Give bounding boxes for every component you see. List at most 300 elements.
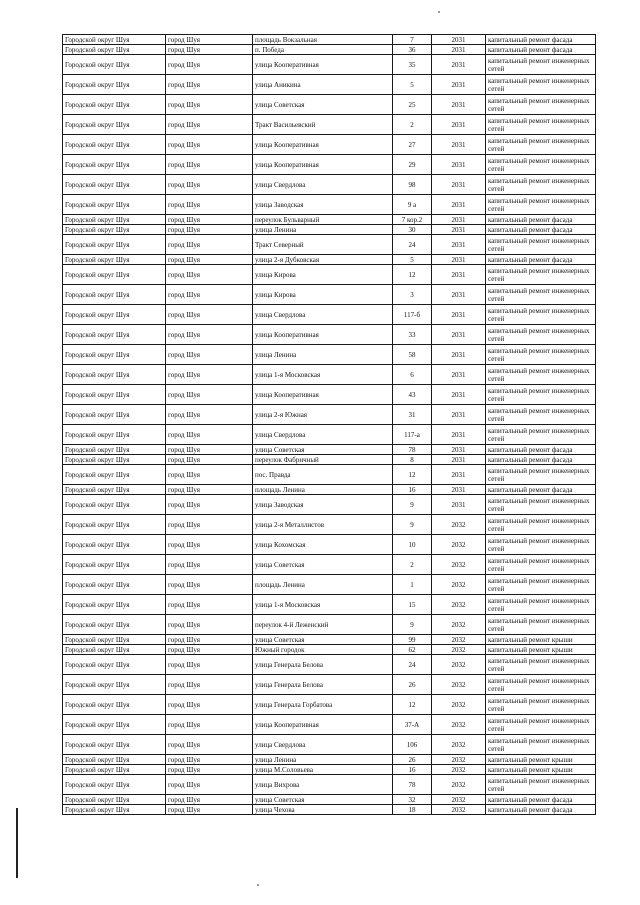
repair-schedule-table — [62, 34, 596, 815]
year-cell: 2032 — [432, 755, 486, 765]
locality-cell: город Шуя — [166, 805, 253, 815]
municipality-cell: Городской округ Шуя — [63, 775, 166, 795]
year-cell: 2031 — [432, 235, 486, 255]
year-cell: 2031 — [432, 495, 486, 515]
repair-type-cell: капитальный ремонт инженерных сетей — [486, 775, 596, 795]
municipality-cell: Городской округ Шуя — [63, 455, 166, 465]
house-number-cell: 2 — [393, 555, 432, 575]
repair-type-cell: капитальный ремонт крыши — [486, 635, 596, 645]
year-cell: 2032 — [432, 775, 486, 795]
house-number-cell: 78 — [393, 445, 432, 455]
house-number-cell: 27 — [393, 135, 432, 155]
locality-cell: город Шуя — [166, 265, 253, 285]
year-cell: 2031 — [432, 75, 486, 95]
municipality-cell: Городской округ Шуя — [63, 115, 166, 135]
year-cell: 2031 — [432, 425, 486, 445]
street-cell: улица Свердлова — [253, 735, 393, 755]
locality-cell: город Шуя — [166, 575, 253, 595]
street-cell: улица Кооперативная — [253, 715, 393, 735]
repair-type-cell: капитальный ремонт инженерных сетей — [486, 365, 596, 385]
repair-type-cell: капитальный ремонт инженерных сетей — [486, 405, 596, 425]
house-number-cell: 12 — [393, 465, 432, 485]
repair-type-cell: капитальный ремонт инженерных сетей — [486, 495, 596, 515]
table-row — [63, 45, 596, 55]
locality-cell: город Шуя — [166, 595, 253, 615]
table-row — [63, 405, 596, 425]
table-row — [63, 755, 596, 765]
locality-cell: город Шуя — [166, 615, 253, 635]
repair-type-cell: капитальный ремонт инженерных сетей — [486, 155, 596, 175]
street-cell: Тракт Северный — [253, 235, 393, 255]
repair-type-cell: капитальный ремонт фасада — [486, 45, 596, 55]
municipality-cell: Городской округ Шуя — [63, 765, 166, 775]
locality-cell: город Шуя — [166, 655, 253, 675]
year-cell: 2032 — [432, 575, 486, 595]
street-cell: улица Советская — [253, 635, 393, 645]
municipality-cell: Городской округ Шуя — [63, 555, 166, 575]
locality-cell: город Шуя — [166, 75, 253, 95]
year-cell: 2032 — [432, 805, 486, 815]
year-cell: 2032 — [432, 795, 486, 805]
municipality-cell: Городской округ Шуя — [63, 285, 166, 305]
repair-type-cell: капитальный ремонт инженерных сетей — [486, 575, 596, 595]
house-number-cell: 99 — [393, 635, 432, 645]
repair-type-cell: капитальный ремонт крыши — [486, 645, 596, 655]
year-cell: 2032 — [432, 695, 486, 715]
year-cell: 2031 — [432, 255, 486, 265]
street-cell: улица Генерала Белова — [253, 675, 393, 695]
house-number-cell: 26 — [393, 675, 432, 695]
year-cell: 2032 — [432, 535, 486, 555]
street-cell: п. Победа — [253, 45, 393, 55]
house-number-cell: 5 — [393, 255, 432, 265]
municipality-cell: Городской округ Шуя — [63, 155, 166, 175]
year-cell: 2032 — [432, 615, 486, 635]
year-cell: 2031 — [432, 215, 486, 225]
street-cell: улица Кооперативная — [253, 55, 393, 75]
house-number-cell: 9 — [393, 615, 432, 635]
street-cell: улица Советская — [253, 795, 393, 805]
locality-cell: город Шуя — [166, 715, 253, 735]
year-cell: 2031 — [432, 175, 486, 195]
house-number-cell: 24 — [393, 235, 432, 255]
street-cell: улица Кохомская — [253, 535, 393, 555]
table-row — [63, 175, 596, 195]
street-cell: улица Ленина — [253, 345, 393, 365]
year-cell: 2031 — [432, 285, 486, 305]
table-row — [63, 35, 596, 45]
locality-cell: город Шуя — [166, 485, 253, 495]
street-cell: улица Ленина — [253, 225, 393, 235]
table-row — [63, 805, 596, 815]
house-number-cell: 26 — [393, 755, 432, 765]
house-number-cell: 98 — [393, 175, 432, 195]
locality-cell: город Шуя — [166, 95, 253, 115]
municipality-cell: Городской округ Шуя — [63, 515, 166, 535]
year-cell: 2032 — [432, 595, 486, 615]
house-number-cell: 117-а — [393, 425, 432, 445]
table-row — [63, 445, 596, 455]
street-cell: переулок 4-й Леженский — [253, 615, 393, 635]
locality-cell: город Шуя — [166, 155, 253, 175]
street-cell: переулок Фабричный — [253, 455, 393, 465]
table-row — [63, 465, 596, 485]
house-number-cell: 8 — [393, 455, 432, 465]
municipality-cell: Городской округ Шуя — [63, 675, 166, 695]
table-row — [63, 655, 596, 675]
house-number-cell: 78 — [393, 775, 432, 795]
locality-cell: город Шуя — [166, 255, 253, 265]
locality-cell: город Шуя — [166, 645, 253, 655]
locality-cell: город Шуя — [166, 515, 253, 535]
table-row — [63, 235, 596, 255]
locality-cell: город Шуя — [166, 775, 253, 795]
street-cell: улица Свердлова — [253, 305, 393, 325]
locality-cell: город Шуя — [166, 465, 253, 485]
repair-type-cell: капитальный ремонт инженерных сетей — [486, 235, 596, 255]
municipality-cell: Городской округ Шуя — [63, 695, 166, 715]
municipality-cell: Городской округ Шуя — [63, 715, 166, 735]
table-row — [63, 425, 596, 445]
locality-cell: город Шуя — [166, 285, 253, 305]
repair-type-cell: капитальный ремонт инженерных сетей — [486, 265, 596, 285]
repair-type-cell: капитальный ремонт фасада — [486, 485, 596, 495]
table-row — [63, 325, 596, 345]
repair-type-cell: капитальный ремонт фасада — [486, 445, 596, 455]
table-row — [63, 455, 596, 465]
year-cell: 2032 — [432, 735, 486, 755]
repair-type-cell: капитальный ремонт фасада — [486, 455, 596, 465]
municipality-cell: Городской округ Шуя — [63, 35, 166, 45]
street-cell: пос. Правда — [253, 465, 393, 485]
street-cell: улица Ленина — [253, 755, 393, 765]
repair-type-cell: капитальный ремонт фасада — [486, 255, 596, 265]
repair-type-cell: капитальный ремонт фасада — [486, 225, 596, 235]
house-number-cell: 12 — [393, 265, 432, 285]
repair-type-cell: капитальный ремонт инженерных сетей — [486, 305, 596, 325]
municipality-cell: Городской округ Шуя — [63, 235, 166, 255]
year-cell: 2031 — [432, 195, 486, 215]
table-row — [63, 595, 596, 615]
repair-type-cell: капитальный ремонт инженерных сетей — [486, 675, 596, 695]
year-cell: 2032 — [432, 765, 486, 775]
locality-cell: город Шуя — [166, 175, 253, 195]
repair-type-cell: капитальный ремонт инженерных сетей — [486, 195, 596, 215]
repair-type-cell: капитальный ремонт инженерных сетей — [486, 595, 596, 615]
locality-cell: город Шуя — [166, 55, 253, 75]
year-cell: 2031 — [432, 95, 486, 115]
locality-cell: город Шуя — [166, 635, 253, 645]
locality-cell: город Шуя — [166, 135, 253, 155]
street-cell: улица Кооперативная — [253, 325, 393, 345]
municipality-cell: Городской округ Шуя — [63, 735, 166, 755]
year-cell: 2031 — [432, 385, 486, 405]
locality-cell: город Шуя — [166, 115, 253, 135]
house-number-cell: 58 — [393, 345, 432, 365]
locality-cell: город Шуя — [166, 795, 253, 805]
table-row — [63, 305, 596, 325]
repair-type-cell: капитальный ремонт инженерных сетей — [486, 345, 596, 365]
locality-cell: город Шуя — [166, 405, 253, 425]
house-number-cell: 10 — [393, 535, 432, 555]
house-number-cell: 33 — [393, 325, 432, 345]
street-cell: улица Кирова — [253, 265, 393, 285]
table-row — [63, 95, 596, 115]
scan-speck — [257, 884, 259, 886]
repair-type-cell: капитальный ремонт инженерных сетей — [486, 695, 596, 715]
street-cell: площадь Ленина — [253, 575, 393, 595]
municipality-cell: Городской округ Шуя — [63, 95, 166, 115]
municipality-cell: Городской округ Шуя — [63, 175, 166, 195]
street-cell: улица 2-я Металлистов — [253, 515, 393, 535]
table-row — [63, 575, 596, 595]
municipality-cell: Городской округ Шуя — [63, 365, 166, 385]
locality-cell: город Шуя — [166, 345, 253, 365]
street-cell: улица Советская — [253, 95, 393, 115]
locality-cell: город Шуя — [166, 385, 253, 405]
year-cell: 2032 — [432, 645, 486, 655]
year-cell: 2031 — [432, 455, 486, 465]
municipality-cell: Городской округ Шуя — [63, 495, 166, 515]
house-number-cell: 24 — [393, 655, 432, 675]
table-row — [63, 365, 596, 385]
locality-cell: город Шуя — [166, 555, 253, 575]
repair-type-cell: капитальный ремонт инженерных сетей — [486, 385, 596, 405]
repair-type-cell: капитальный ремонт фасада — [486, 805, 596, 815]
municipality-cell: Городской округ Шуя — [63, 595, 166, 615]
table-row — [63, 195, 596, 215]
municipality-cell: Городской округ Шуя — [63, 345, 166, 365]
house-number-cell: 9 а — [393, 195, 432, 215]
repair-type-cell: капитальный ремонт инженерных сетей — [486, 115, 596, 135]
table-row — [63, 255, 596, 265]
repair-type-cell: капитальный ремонт инженерных сетей — [486, 515, 596, 535]
house-number-cell: 1 — [393, 575, 432, 595]
repair-type-cell: капитальный ремонт инженерных сетей — [486, 555, 596, 575]
locality-cell: город Шуя — [166, 225, 253, 235]
table-row — [63, 535, 596, 555]
year-cell: 2031 — [432, 115, 486, 135]
street-cell: улица Генерала Белова — [253, 655, 393, 675]
street-cell: улица Кирова — [253, 285, 393, 305]
year-cell: 2032 — [432, 655, 486, 675]
street-cell: улица Заводская — [253, 495, 393, 515]
street-cell: улица М.Соловьева — [253, 765, 393, 775]
year-cell: 2031 — [432, 225, 486, 235]
year-cell: 2031 — [432, 485, 486, 495]
municipality-cell: Городской округ Шуя — [63, 75, 166, 95]
table-row — [63, 115, 596, 135]
table-row — [63, 215, 596, 225]
locality-cell: город Шуя — [166, 325, 253, 345]
municipality-cell: Городской округ Шуя — [63, 135, 166, 155]
table-row — [63, 695, 596, 715]
street-cell: улица Советская — [253, 445, 393, 455]
street-cell: площадь Вокзальная — [253, 35, 393, 45]
house-number-cell: 29 — [393, 155, 432, 175]
locality-cell: город Шуя — [166, 675, 253, 695]
house-number-cell: 31 — [393, 405, 432, 425]
year-cell: 2032 — [432, 715, 486, 735]
house-number-cell: 18 — [393, 805, 432, 815]
repair-type-cell: капитальный ремонт крыши — [486, 765, 596, 775]
table-row — [63, 515, 596, 535]
municipality-cell: Городской округ Шуя — [63, 795, 166, 805]
locality-cell: город Шуя — [166, 235, 253, 255]
municipality-cell: Городской округ Шуя — [63, 535, 166, 555]
scan-speck — [438, 11, 440, 13]
street-cell: улица 1-я Московская — [253, 595, 393, 615]
year-cell: 2031 — [432, 325, 486, 345]
year-cell: 2031 — [432, 35, 486, 45]
table-row — [63, 225, 596, 235]
municipality-cell: Городской округ Шуя — [63, 195, 166, 215]
year-cell: 2032 — [432, 675, 486, 695]
year-cell: 2031 — [432, 345, 486, 365]
table-row — [63, 765, 596, 775]
house-number-cell: 7 — [393, 35, 432, 45]
municipality-cell: Городской округ Шуя — [63, 465, 166, 485]
house-number-cell: 9 — [393, 495, 432, 515]
locality-cell: город Шуя — [166, 735, 253, 755]
street-cell: улица 2-я Южная — [253, 405, 393, 425]
locality-cell: город Шуя — [166, 365, 253, 385]
table-row — [63, 75, 596, 95]
repair-type-cell: капитальный ремонт крыши — [486, 755, 596, 765]
repair-type-cell: капитальный ремонт инженерных сетей — [486, 175, 596, 195]
municipality-cell: Городской округ Шуя — [63, 425, 166, 445]
repair-type-cell: капитальный ремонт фасада — [486, 215, 596, 225]
street-cell: улица Заводская — [253, 195, 393, 215]
table-row — [63, 615, 596, 635]
municipality-cell: Городской округ Шуя — [63, 325, 166, 345]
year-cell: 2032 — [432, 555, 486, 575]
municipality-cell: Городской округ Шуя — [63, 265, 166, 285]
table-row — [63, 485, 596, 495]
street-cell: улица Кооперативная — [253, 385, 393, 405]
repair-type-cell: капитальный ремонт инженерных сетей — [486, 135, 596, 155]
table-row — [63, 635, 596, 645]
year-cell: 2031 — [432, 465, 486, 485]
street-cell: переулок Бульварный — [253, 215, 393, 225]
repair-type-cell: капитальный ремонт инженерных сетей — [486, 285, 596, 305]
repair-type-cell: капитальный ремонт инженерных сетей — [486, 615, 596, 635]
scan-edge-mark — [16, 808, 18, 878]
street-cell: улица Свердлова — [253, 425, 393, 445]
table-row — [63, 265, 596, 285]
year-cell: 2032 — [432, 635, 486, 645]
house-number-cell: 36 — [393, 45, 432, 55]
table-row — [63, 385, 596, 405]
repair-type-cell: капитальный ремонт инженерных сетей — [486, 655, 596, 675]
street-cell: улица Генерала Горбатова — [253, 695, 393, 715]
municipality-cell: Городской округ Шуя — [63, 305, 166, 325]
municipality-cell: Городской округ Шуя — [63, 405, 166, 425]
municipality-cell: Городской округ Шуя — [63, 225, 166, 235]
street-cell: площадь Ленина — [253, 485, 393, 495]
house-number-cell: 30 — [393, 225, 432, 235]
repair-type-cell: капитальный ремонт инженерных сетей — [486, 535, 596, 555]
house-number-cell: 9 — [393, 515, 432, 535]
municipality-cell: Городской округ Шуя — [63, 615, 166, 635]
locality-cell: город Шуя — [166, 305, 253, 325]
repair-type-cell: капитальный ремонт инженерных сетей — [486, 95, 596, 115]
municipality-cell: Городской округ Шуя — [63, 385, 166, 405]
repair-type-cell: капитальный ремонт фасада — [486, 35, 596, 45]
table-row — [63, 495, 596, 515]
municipality-cell: Городской округ Шуя — [63, 215, 166, 225]
street-cell: Южный городок — [253, 645, 393, 655]
street-cell: улица Чехова — [253, 805, 393, 815]
municipality-cell: Городской округ Шуя — [63, 635, 166, 645]
house-number-cell: 106 — [393, 735, 432, 755]
table-row — [63, 735, 596, 755]
municipality-cell: Городской округ Шуя — [63, 55, 166, 75]
house-number-cell: 16 — [393, 485, 432, 495]
street-cell: улица Кооперативная — [253, 135, 393, 155]
locality-cell: город Шуя — [166, 215, 253, 225]
year-cell: 2031 — [432, 45, 486, 55]
house-number-cell: 7 кор.2 — [393, 215, 432, 225]
house-number-cell: 35 — [393, 55, 432, 75]
municipality-cell: Городской округ Шуя — [63, 445, 166, 455]
municipality-cell: Городской округ Шуя — [63, 485, 166, 495]
table-row — [63, 55, 596, 75]
locality-cell: город Шуя — [166, 445, 253, 455]
repair-type-cell: капитальный ремонт инженерных сетей — [486, 735, 596, 755]
street-cell: Тракт Васильевский — [253, 115, 393, 135]
year-cell: 2031 — [432, 155, 486, 175]
locality-cell: город Шуя — [166, 695, 253, 715]
street-cell: улица Свердлова — [253, 175, 393, 195]
municipality-cell: Городской округ Шуя — [63, 45, 166, 55]
locality-cell: город Шуя — [166, 535, 253, 555]
house-number-cell: 32 — [393, 795, 432, 805]
year-cell: 2031 — [432, 55, 486, 75]
house-number-cell: 62 — [393, 645, 432, 655]
municipality-cell: Городской округ Шуя — [63, 255, 166, 265]
street-cell: улица Кооперативная — [253, 155, 393, 175]
year-cell: 2031 — [432, 135, 486, 155]
house-number-cell: 117-б — [393, 305, 432, 325]
house-number-cell: 16 — [393, 765, 432, 775]
municipality-cell: Городской округ Шуя — [63, 655, 166, 675]
table-row — [63, 555, 596, 575]
street-cell: улица 2-я Дубковская — [253, 255, 393, 265]
house-number-cell: 2 — [393, 115, 432, 135]
locality-cell: город Шуя — [166, 35, 253, 45]
locality-cell: город Шуя — [166, 195, 253, 215]
street-cell: улица Аникина — [253, 75, 393, 95]
table-row — [63, 675, 596, 695]
repair-type-cell: капитальный ремонт инженерных сетей — [486, 55, 596, 75]
house-number-cell: 25 — [393, 95, 432, 115]
locality-cell: город Шуя — [166, 755, 253, 765]
repair-type-cell: капитальный ремонт инженерных сетей — [486, 465, 596, 485]
repair-type-cell: капитальный ремонт фасада — [486, 795, 596, 805]
year-cell: 2031 — [432, 405, 486, 425]
repair-type-cell: капитальный ремонт инженерных сетей — [486, 75, 596, 95]
locality-cell: город Шуя — [166, 495, 253, 515]
house-number-cell: 6 — [393, 365, 432, 385]
house-number-cell: 37-А — [393, 715, 432, 735]
year-cell: 2032 — [432, 515, 486, 535]
house-number-cell: 15 — [393, 595, 432, 615]
house-number-cell: 12 — [393, 695, 432, 715]
year-cell: 2031 — [432, 305, 486, 325]
year-cell: 2031 — [432, 265, 486, 285]
house-number-cell: 5 — [393, 75, 432, 95]
